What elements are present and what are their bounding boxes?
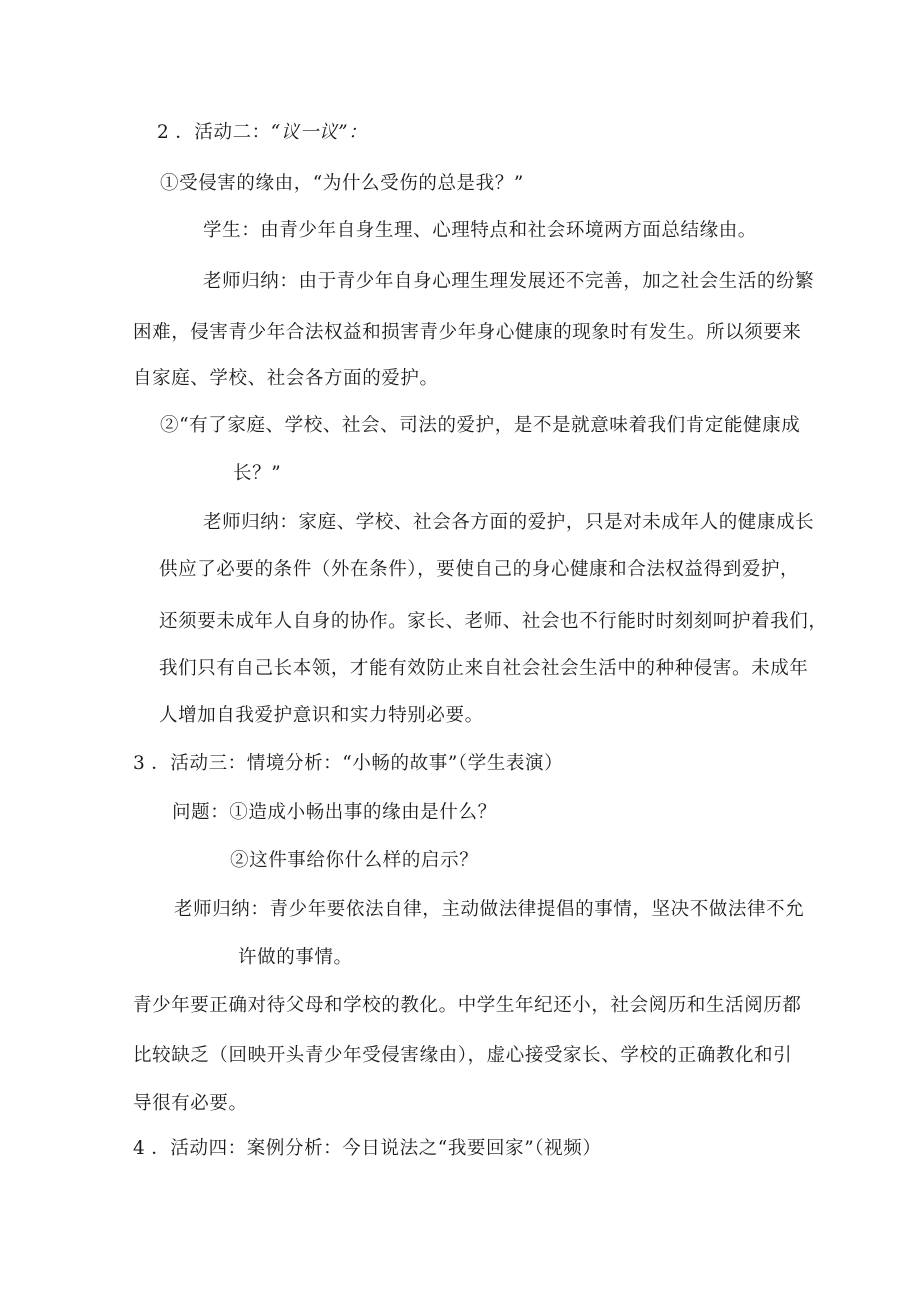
activity3-heading-text: ．活动三：情境分析：“小畅的故事”（学生表演） (151, 753, 564, 774)
activity3-summary-line: 老师归纳：青少年要依法自律，主动做法律提倡的事情，坚决不做法律不允 (174, 899, 805, 920)
activity3-heading (133, 751, 563, 777)
activity3-number: 3 (133, 753, 145, 774)
activity2-summary2-line: 老师归纳：家庭、学校、社会各方面的爱护，只是对未成年人的健康成长 (203, 512, 815, 533)
activity2-summary1-line: 困难，侵害青少年合法权益和损害青少年身心健康的现象时有发生。所以须要来 (133, 322, 802, 343)
activity2-summary2-line: 供应了必要的条件（外在条件），要使自己的身心健康和合法权益得到爱护， (159, 559, 800, 580)
activity2-student: 学生：由青少年自身生理、心理特点和社会环境两方面总结缘由。 (203, 220, 757, 241)
activity2-label: ．活动二： (175, 122, 271, 143)
activity2-summary1-line: 老师归纳：由于青少年自身心理生理发展还不完善，加之社会生活的纷繁 (203, 271, 815, 292)
activity2-summary2-line: 人增加自我爱护意识和实力特别必要。 (159, 705, 484, 726)
activity4-heading (133, 1136, 601, 1162)
activity2-title: “议一议”： (270, 122, 368, 143)
activity2-question-1: ①受侵害的缘由，“为什么受伤的总是我？” (160, 173, 524, 194)
activity2-heading (157, 120, 367, 146)
activity3-paragraph-line: 青少年要正确对待父母和学校的教化。中学生年纪还小，社会阅历和生活阅历都 (133, 995, 802, 1016)
activity2-number: 2 (157, 122, 169, 143)
activity3-paragraph-line: 导很有必要。 (133, 1093, 248, 1114)
activity4-number: 4 (133, 1138, 145, 1159)
activity2-summary2-line: 还须要未成年人自身的协作。家长、老师、社会也不行能时时刻刻呵护着我们， (159, 611, 828, 632)
activity3-paragraph-line: 比较缺乏（回映开头青少年受侵害缘由），虚心接受家长、学校的正确教化和引 (133, 1045, 793, 1066)
activity4-heading-text: ．活动四：案例分析：今日说法之“我要回家”（视频） (151, 1138, 602, 1159)
activity3-question-1: 问题：①造成小畅出事的缘由是什么？ (172, 802, 497, 823)
activity2-question-2: ②“有了家庭、学校、社会、司法的爱护，是不是就意味着我们肯定能健康成 (160, 415, 801, 436)
activity3-question-2: ②这件事给你什么样的启示？ (230, 850, 479, 871)
activity3-summary-line: 许做的事情。 (238, 947, 353, 968)
activity2-question-2-cont: 长？” (233, 463, 282, 484)
activity2-summary1-line: 自家庭、学校、社会各方面的爱护。 (133, 368, 439, 389)
activity2-summary2-line: 我们只有自己长本领，才能有效防止来自社会社会生活中的种种侵害。未成年 (159, 658, 809, 679)
